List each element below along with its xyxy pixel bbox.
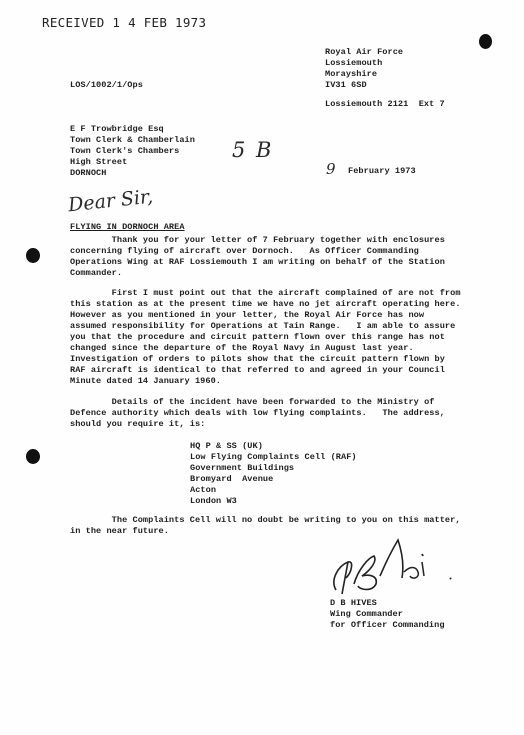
phone-extension: Lossiemouth 2121 Ext 7: [325, 99, 445, 109]
mod-address-line: Government Buildings: [190, 463, 295, 473]
recipient-line: E F Trowbridge Esq: [70, 124, 164, 134]
received-stamp: RECEIVED 1 4 FEB 1973: [42, 15, 207, 30]
body-line: in the near future.: [70, 526, 169, 536]
mod-address-line: Low Flying Complaints Cell (RAF): [190, 452, 357, 462]
body-line: Details of the incident have been forwarded to the Ministry of: [70, 397, 435, 407]
sender-address-line: Morayshire: [325, 69, 378, 79]
body-line: The Complaints Cell will no doubt be writing to you on this matter,: [70, 515, 461, 525]
recipient-line: Town Clerk & Chamberlain: [70, 135, 195, 145]
body-line: you that the procedure and circuit pattern flown over this range has not: [70, 332, 445, 342]
sender-address-line: IV31 6SD: [325, 80, 367, 90]
body-line: Minute dated 14 January 1960.: [70, 376, 222, 386]
body-line: Operations Wing at RAF Lossiemouth I am writing on behalf of the Station: [70, 257, 445, 267]
body-line: should you require it, is:: [70, 419, 206, 429]
body-line: assumed responsibility for Operations at Tain Range. I am able to assure: [70, 321, 456, 331]
mod-address-line: London W3: [190, 496, 237, 506]
mod-address-line: Bromyard Avenue: [190, 474, 274, 484]
punch-hole-mid: [26, 248, 40, 263]
recipient-line: DORNOCH: [70, 168, 107, 178]
body-line: concerning flying of aircraft over Dornoch. As Officer Commanding: [70, 246, 419, 256]
reference-number: LOS/1002/1/Ops: [70, 80, 143, 90]
body-line: this station as at the present time we have no jet aircraft operating here.: [70, 299, 461, 309]
date-day-handwritten: 9: [326, 160, 336, 178]
sender-address-line: Royal Air Force: [325, 47, 404, 57]
handwritten-signature: [318, 532, 458, 602]
punch-hole-lower: [26, 449, 40, 464]
body-line: RAF aircraft is identical to that referred to and agreed in your Council: [70, 365, 445, 375]
body-line: Investigation of orders to pilots show that the circuit pattern flown by: [70, 354, 445, 364]
subject-heading: FLYING IN DORNOCH AREA: [70, 222, 185, 232]
body-line: Defence authority which deals with low flying complaints. The address,: [70, 408, 445, 418]
sender-address-line: Lossiemouth: [325, 58, 383, 68]
recipient-line: High Street: [70, 157, 128, 167]
mod-address-line: Acton: [190, 485, 217, 495]
salutation-handwritten: Dear Sir,: [67, 185, 154, 217]
body-line: First I must point out that the aircraft complained of are not from: [70, 288, 461, 298]
date-month-year: February 1973: [348, 166, 416, 176]
recipient-line: Town Clerk's Chambers: [70, 146, 180, 156]
body-line: Thank you for your letter of 7 February together with enclosures: [70, 235, 445, 245]
body-line: Commander.: [70, 268, 123, 278]
signatory-capacity: for Officer Commanding: [330, 620, 445, 630]
signatory-rank: Wing Commander: [330, 609, 403, 619]
body-line: However as you mentioned in your letter, the Royal Air Force has now: [70, 310, 425, 320]
body-line: changed since the departure of the Royal Navy in August last year.: [70, 343, 414, 353]
handwritten-reference-mark: 5 B: [232, 138, 274, 162]
mod-address-line: HQ P & SS (UK): [190, 441, 263, 451]
punch-hole-top: [479, 34, 492, 49]
signatory-name: D B HIVES: [330, 598, 377, 608]
